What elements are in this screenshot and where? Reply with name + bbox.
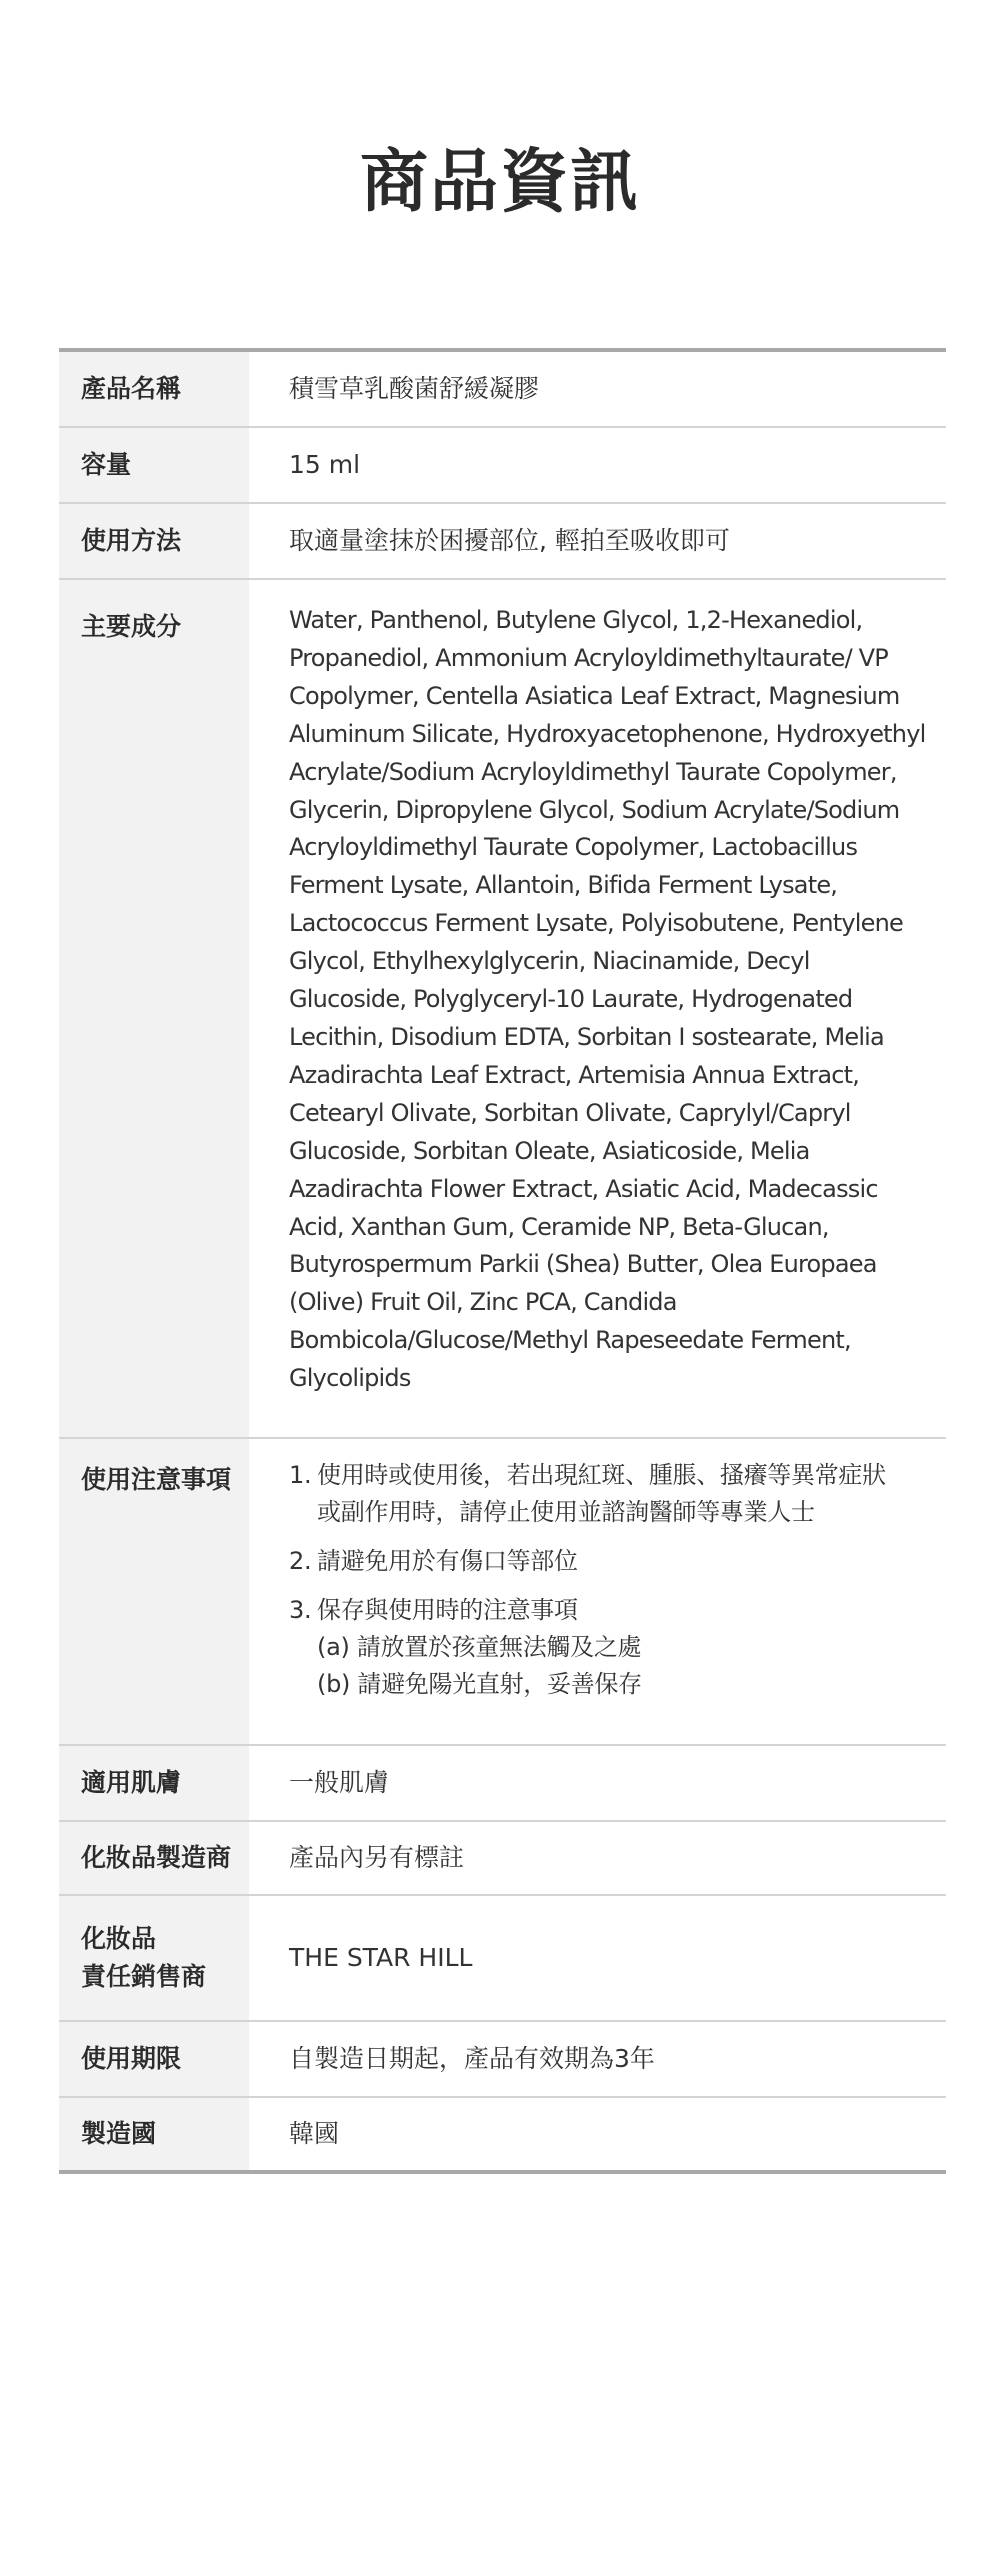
row-caution: [59, 1439, 946, 1746]
row-value: 15 ml: [289, 450, 361, 479]
row-value: 產品內另有標註: [289, 1843, 465, 1872]
ingredients-text: Water, Panthenol, Butylene Glycol, 1,2-Hexanediol, Propanediol, Ammonium Acryloyldimethyltaurate/ VP Copolymer, Centella Asiatica Leaf Extract, Magnesium Aluminum Silicate, Hydroxyacetophenone, Hydroxyethyl Acrylate/Sodium Acryloyldimethyl Taurate Copolymer, Glycerin, Dipropylene Glycol, Sodium Acrylate/Sodium Acryloyldimethyl Taurate Copolymer, Lactobacillus Ferment Lysate, Allantoin, Bifida Ferment Lysate, Lactococcus Ferment Lysate, Polyisobutene, Pentylene Glycol, Ethylhexylglycerin, Niacinamide, Decyl Glucoside, Polyglyceryl-10 Laurate, Hydrogenated Lecithin, Disodium EDTA, Sorbitan I sostearate, Melia Azadirachta Leaf Extract, Artemisia Annua Extract, Cetearyl Olivate, Sorbitan Olivate, Caprylyl/Capryl Glucoside, Sorbitan Oleate, Asiaticoside, Melia Azadirachta Flower Extract, Asiatic Acid, Madecassic Acid, Xanthan Gum, Ceramide NP, Beta-Glucan, Butyrospermum Parkii (Shea) Butter, Olea Europaea (Olive) Fruit Oil, Zinc PCA, Candida Bombicola/Glucose/Methyl Rapeseedate Ferment, Glycolipids: [289, 606, 926, 1393]
row-responsible-seller: [59, 1896, 946, 2022]
row-expiry: [59, 2022, 946, 2098]
row-volume: [59, 428, 946, 504]
row-label: [59, 1896, 249, 2020]
row-label: 使用方法: [59, 504, 249, 578]
caution-text: [317, 1457, 886, 1531]
caution-number: 2.: [289, 1547, 312, 1575]
caution-number: 1.: [289, 1461, 312, 1489]
row-label: 化妝品製造商: [59, 1822, 249, 1894]
label-line: 注意事項: [131, 1465, 232, 1494]
caution-text: [317, 1592, 886, 1703]
row-usage: [59, 504, 946, 580]
caution-line: 使用時或使用後，若出現紅斑、腫脹、搔癢等異常症狀: [317, 1461, 886, 1489]
caution-item: [289, 1457, 886, 1531]
row-ingredients: [59, 580, 946, 1439]
row-value: 韓國: [289, 2119, 340, 2148]
row-skin-type: [59, 1746, 946, 1822]
caution-list: [289, 1457, 886, 1703]
page-title: 商品資訊: [359, 143, 640, 222]
row-value: 自製造日期起，產品有效期為3年: [289, 2044, 655, 2073]
row-value: 一般肌膚: [289, 1768, 390, 1797]
row-value: 積雪草乳酸菌舒緩凝膠: [289, 374, 540, 403]
caution-text: [317, 1543, 886, 1580]
row-value: 取適量塗抹於困擾部位, 輕拍至吸收即可: [289, 526, 730, 555]
caution-subline: (b) 請避免陽光直射，妥善保存: [317, 1670, 642, 1698]
row-label: 產品名稱: [59, 352, 249, 426]
row-label: 主要成分: [59, 580, 249, 1437]
caution-line: 請避免用於有傷口等部位: [317, 1547, 578, 1575]
label-line: 責任銷售商: [81, 1962, 207, 1991]
label-line: 化妝品: [81, 1924, 157, 1953]
row-label: 使用期限: [59, 2022, 249, 2096]
label-line: 使用: [81, 1465, 132, 1494]
row-value: THE STAR HILL: [289, 1943, 473, 1972]
row-label: 容量: [59, 428, 249, 502]
caution-line: 保存與使用時的注意事項: [317, 1596, 578, 1624]
caution-item: [289, 1592, 886, 1703]
row-value: [249, 1439, 946, 1744]
row-manufacturer: [59, 1822, 946, 1896]
caution-line: 或副作用時，請停止使用並諮詢醫師等專業人士: [317, 1498, 815, 1526]
caution-item: [289, 1543, 886, 1580]
row-value: [249, 580, 946, 1437]
row-product-name: [59, 352, 946, 428]
row-label: 製造國: [59, 2098, 249, 2170]
product-info-table: [59, 348, 946, 2174]
row-label: 適用肌膚: [59, 1746, 249, 1820]
caution-subline: (a) 請放置於孩童無法觸及之處: [317, 1633, 642, 1661]
row-label: [59, 1439, 249, 1744]
caution-number: 3.: [289, 1596, 312, 1624]
row-country-of-origin: [59, 2098, 946, 2170]
